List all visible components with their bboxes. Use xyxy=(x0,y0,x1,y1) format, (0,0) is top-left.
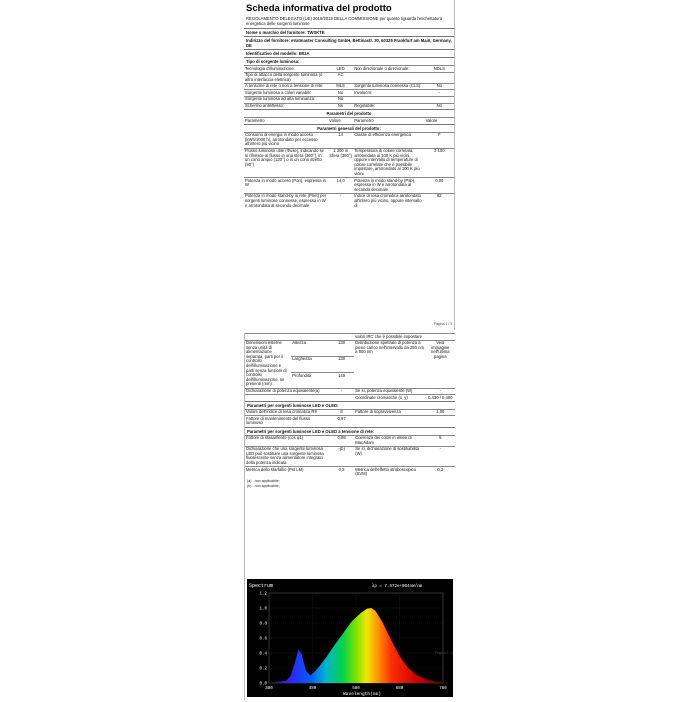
x-tick-label: 380 xyxy=(265,687,273,691)
param-value: 14,0 xyxy=(328,178,353,194)
dimensions-label: Dimensioni esterne senza unità di alimentazione separata, parti per il controllo dell'illuminazione e parti senza funzioni di controllo dell'illuminazione, se presenti (mm) xyxy=(245,340,291,387)
param-value: 1 300 in Sfera (360°) xyxy=(328,148,353,178)
param-label: Metrica dell'effetto stroboscopico (SVM) xyxy=(354,467,425,478)
param-value: LED xyxy=(328,66,353,73)
type-row xyxy=(244,90,454,97)
param-value: 14 xyxy=(328,132,353,148)
x-axis-label: Wavelength(nm) xyxy=(343,692,381,697)
led-row xyxy=(245,409,455,416)
param-label xyxy=(353,96,424,103)
y-tick-label: 1.2 xyxy=(259,592,267,597)
dim-value: 149 xyxy=(329,373,354,388)
mains-row xyxy=(245,467,455,478)
param-value: 0,2 xyxy=(426,467,455,478)
param-label: Potenza in modo stand-by in rete (Pnet) per sorgenti luminose connesse, espressa in W e arrotondata al secondo decimale xyxy=(245,193,327,208)
param-label: Indice di resa cromatica arrotondato all'intero più vicino, oppure intervallo di xyxy=(353,193,424,208)
param-value: 82 xyxy=(425,193,454,208)
supplier-address: Indirizzo del fornitore: eVatmaster Consulting GmbH, Bettinastr. 30, 60325 Frankfurt am Main, Germany, DE xyxy=(244,36,454,49)
param-value: 0,97 xyxy=(329,416,354,427)
param-value: No xyxy=(425,83,454,90)
param-label: Dichiarazione che una sorgente luminosa LED può sostituire una sorgente luminosa fluorescente senza alimentatore integrato della potenza indicata xyxy=(245,446,329,466)
y-tick-label: 0.8 xyxy=(259,622,267,627)
param-label: Sorgente luminosa connessa (CLS): xyxy=(353,83,424,90)
chart-title: Spectrum xyxy=(249,583,274,589)
param-label: Sorgente luminosa a colori variabili: xyxy=(244,90,328,97)
param-label: Coordinate cromatiche (x, y) xyxy=(354,395,425,401)
param-label: Non direzionale o direzionale: xyxy=(353,66,424,73)
spectrum-area xyxy=(269,608,443,683)
dim-value: 130 xyxy=(329,340,354,356)
param-label xyxy=(353,72,424,83)
y-tick-label: 0.2 xyxy=(259,667,267,672)
general-row xyxy=(244,132,454,148)
param-label: Fattore di sfasamento (cos φ1) xyxy=(245,435,329,446)
param-label: Tecnologia d'illuminazione: xyxy=(244,66,328,73)
document-title: Scheda informativa del prodotto xyxy=(246,3,392,14)
col-header-value: Valore xyxy=(425,118,454,124)
y-tick-label: 0.4 xyxy=(259,652,267,657)
led-params-header: Parametri per sorgenti luminose LED e OLED: xyxy=(245,401,455,409)
dim-name: Profondità xyxy=(291,373,329,388)
param-value: F xyxy=(425,132,454,148)
param-value: - xyxy=(328,193,353,208)
page-number: Pagina 2 / 3 xyxy=(434,651,453,655)
y-tick-label: 1.0 xyxy=(259,607,267,612)
y-tick-label: 0.0 xyxy=(259,682,267,687)
col-header-param: Parametro xyxy=(244,118,328,124)
param-label: Metrica dello sfarfallio (Pst LM) xyxy=(245,467,329,478)
param-value: 3 100 xyxy=(425,148,454,178)
param-label: Regolabile: xyxy=(353,103,424,109)
product-params-header: Parametri del prodotto xyxy=(244,109,454,117)
general-row xyxy=(244,193,454,208)
param-label: Coerenza dei colori in ellissi di MacAdam xyxy=(354,435,425,446)
param-value: 8 xyxy=(329,409,354,416)
param-value xyxy=(425,96,454,103)
param-label: Valore dell'indice di resa cromatica R9 xyxy=(245,409,329,416)
datasheet-page-2 xyxy=(244,333,455,700)
column-headers xyxy=(244,117,454,124)
param-label: Potenza in modo stand-by (Psb), espressa in W e arrotondata al secondo decimale xyxy=(353,178,424,194)
equiv-row xyxy=(245,388,455,395)
footnotes xyxy=(245,477,455,491)
param-label: Schermo antiriflesso: xyxy=(244,103,328,109)
param-value: AC xyxy=(328,72,353,83)
mains-params-table xyxy=(245,435,455,478)
x-tick-label: 580 xyxy=(352,687,360,691)
param-label: Classe di efficienza energetica xyxy=(353,132,424,148)
param-label: Fattore di sopravvivenza xyxy=(354,409,425,416)
param-label: Involucro: xyxy=(353,90,424,97)
param-value: NDLS xyxy=(425,66,454,73)
dimensions-table xyxy=(245,333,455,388)
footnote-a: (a) - non applicabile; xyxy=(247,479,280,484)
datasheet-page-1 xyxy=(244,0,455,330)
param-label: Dichiarazione di potenza equivalente(a) xyxy=(245,388,329,395)
type-row xyxy=(244,66,454,73)
param-value: No xyxy=(328,96,353,103)
param-value: - xyxy=(426,446,455,466)
general-params-header: Parametri generali del prodotto: xyxy=(244,124,454,132)
type-row xyxy=(244,96,454,103)
general-params-table xyxy=(244,132,454,209)
param-label: Temperatura di colore correlata, arrotondata ai 100 K più vicini, oppure intervallo di temperature di colore correlate che è possibile impostare, arrotondato ai 100 K più vicini xyxy=(353,148,424,178)
col-header-value: Valore xyxy=(328,118,353,124)
type-row xyxy=(244,72,454,83)
source-type-header: Tipo di sorgente luminosa: xyxy=(244,57,454,65)
mains-row xyxy=(245,446,455,466)
param-value: 0,00 xyxy=(425,178,454,194)
param-value: No xyxy=(328,90,353,97)
model-identifier: Identificativo del modello: B03A xyxy=(244,49,454,57)
y-tick-label: 0.6 xyxy=(259,637,267,642)
param-value xyxy=(426,416,455,427)
x-tick-label: 680 xyxy=(395,687,404,691)
mains-row xyxy=(245,435,455,446)
x-tick-label: 780 xyxy=(439,687,447,691)
param-label xyxy=(354,416,425,427)
dim-name: Altezza xyxy=(291,340,329,356)
param-label: Se sì, potenza equivalente (W) xyxy=(354,388,425,395)
mains-params-header: Parametri per sorgenti luminose LED e OLED a tensione di rete: xyxy=(245,427,455,435)
param-value: No xyxy=(425,103,454,109)
param-value: -(b) xyxy=(329,446,354,466)
param-value: 5 xyxy=(426,435,455,446)
param-value: 0,98 xyxy=(329,435,354,446)
param-value: - xyxy=(329,388,354,395)
param-label: Fattore di mantenimento del flusso luminoso xyxy=(245,416,329,427)
general-row xyxy=(244,148,454,178)
page-number: Pagina 1 / 3 xyxy=(433,322,452,326)
footnote-b: (b) - non applicabile; xyxy=(247,484,280,489)
type-row xyxy=(244,83,454,90)
source-type-table xyxy=(244,65,454,109)
param-value: - xyxy=(426,388,455,395)
equivalent-power-table xyxy=(245,388,455,401)
param-label: A tensione di rete o non a tensione di rete: xyxy=(244,83,328,90)
param-label: Tipo di attacco della sorgente luminosa (o altra interfaccia elettrica) xyxy=(244,72,328,83)
param-label: Se sì, dichiarazione di sostituibilità (W) xyxy=(354,446,425,466)
supplier-name: Nome o marchio del fornitore: TWSKTE xyxy=(244,28,454,36)
param-value: 0,3 xyxy=(329,467,354,478)
spectrum-chart xyxy=(247,579,453,697)
dim-value: 130 xyxy=(329,356,354,372)
cri-continued: valori IRC che è possibile impostare xyxy=(354,334,425,341)
param-label: Flusso luminoso utile (Φuse), indicando se si riferisce al flusso in una sfera (360°), in un cono ampio (120°) o in un cono stretto (90°) xyxy=(244,148,328,178)
dim-name: Larghezza xyxy=(291,356,329,372)
param-value: No xyxy=(328,103,353,109)
param-value: - xyxy=(425,90,454,97)
col-header-param: Parametro xyxy=(353,118,424,124)
general-row xyxy=(244,178,454,194)
led-row xyxy=(245,416,455,427)
param-value: 1,00 xyxy=(426,409,455,416)
param-value: MLS xyxy=(328,83,353,90)
param-value xyxy=(425,72,454,83)
regulation-text: REGOLAMENTO DELEGATO (UE) 2019/2015 DELLA COMMISSIONE per quanto riguarda l'etichettatura energetica delle sorgenti luminose xyxy=(246,16,443,26)
x-tick-label: 480 xyxy=(308,687,317,691)
spd-label: Distribuzione spettrale di potenza a pieno carico nell'intervallo da 250 nm a 800 nm xyxy=(354,340,425,387)
param-label: Potenza in modo acceso (Pon), espressa in W xyxy=(244,178,328,194)
spd-value: Vedi immagine nell'ultima pagina xyxy=(426,340,455,387)
led-params-table xyxy=(245,409,455,427)
param-label: Consumo di energia in modo acceso (kWh/1000 h), arrotondato per eccesso all'intero più vicino xyxy=(244,132,328,148)
spectrum-svg xyxy=(247,579,453,697)
param-label: Sorgente luminosa ad alta luminanza: xyxy=(244,96,328,103)
chart-annotation: λp = 7.572e+004nW/nm xyxy=(371,585,423,589)
param-value: 0,430 / 0,400 xyxy=(426,395,455,401)
